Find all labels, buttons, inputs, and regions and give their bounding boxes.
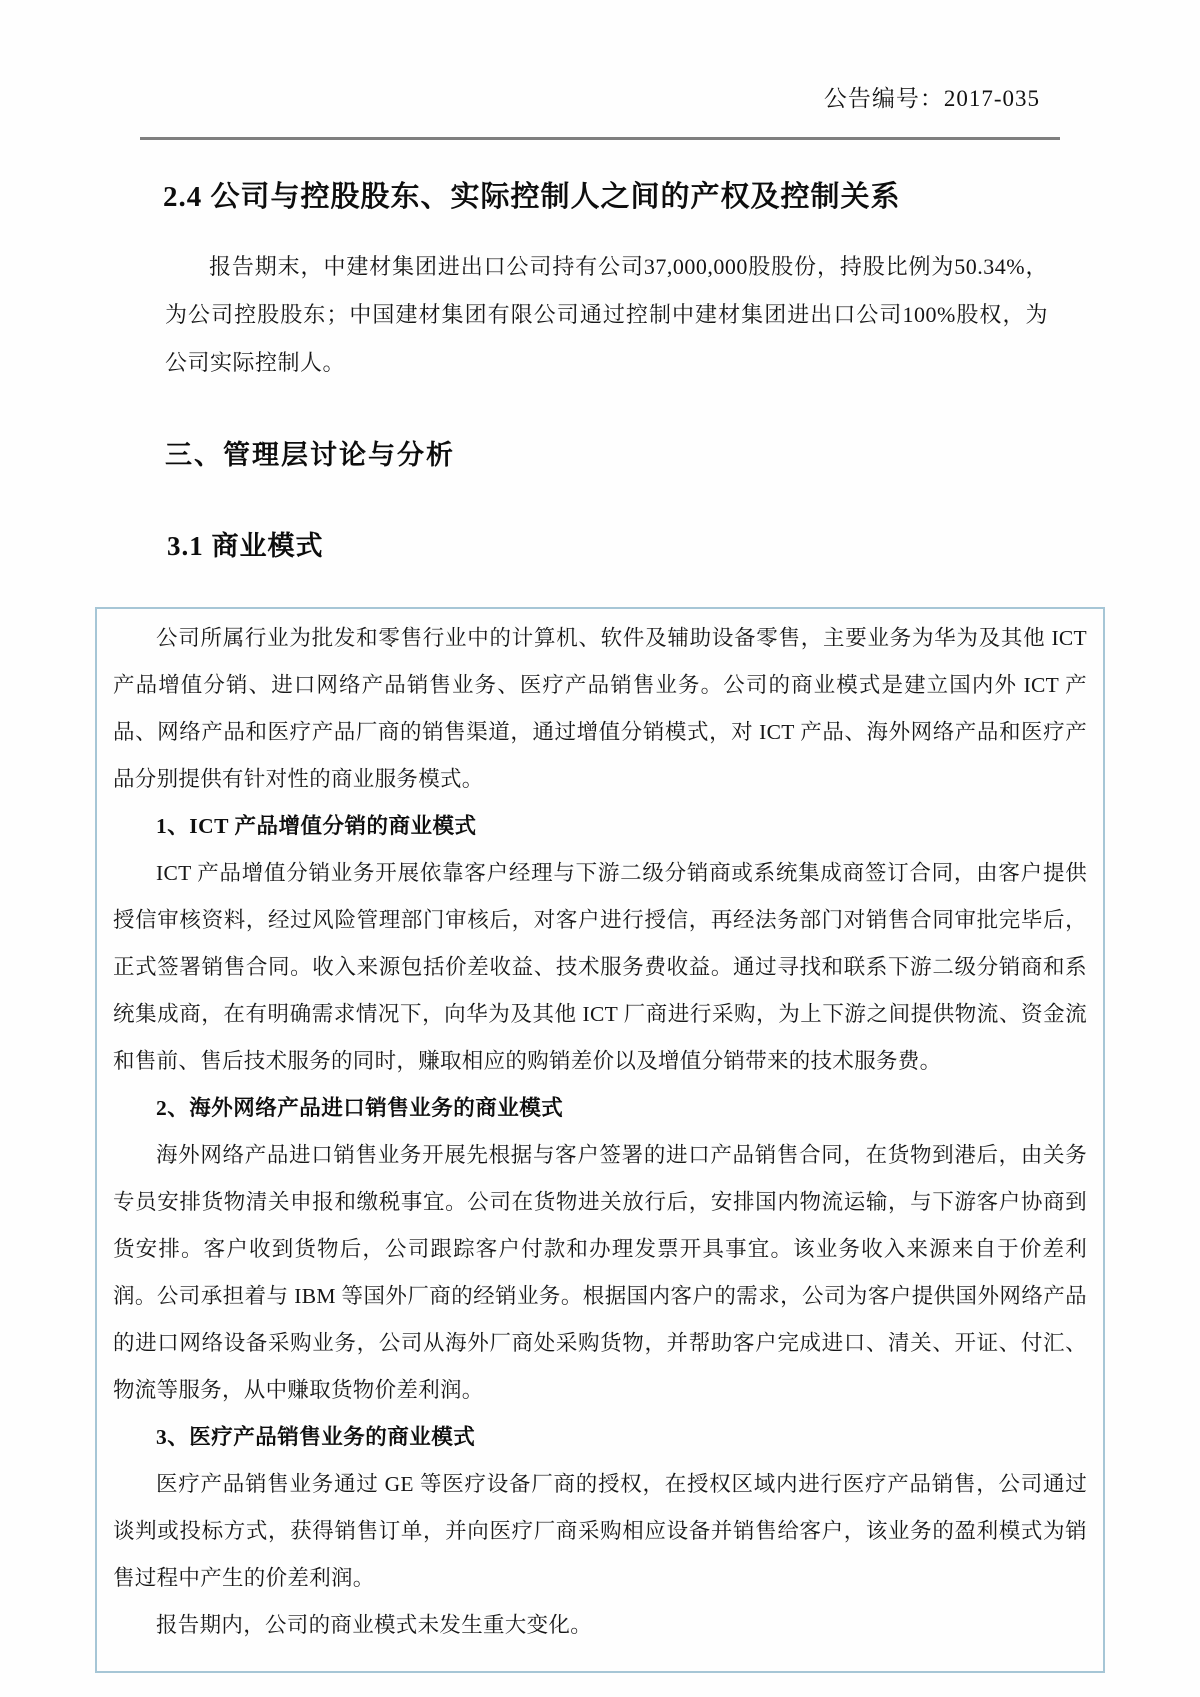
announcement-number: 公告编号：2017-035 [823, 86, 1040, 111]
business-model-closing: 报告期内，公司的商业模式未发生重大变化。 [156, 1613, 593, 1637]
business-model-intro: 公司所属行业为批发和零售行业中的计算机、软件及辅助设备零售，主要业务为华为及其他 ICT 产品增值分销、进口网络产品销售业务、医疗产品销售业务。公司的商业模式是建立国内外 ICT 产品、网络产品和医疗产品厂商的销售渠道，通过增值分销模式，对 ICT 产品、海外网络产品和医疗产品分别提供有针对性的商业服务模式。 [113, 626, 1087, 791]
section-3-title: 三、管理层讨论与分析 [165, 440, 455, 470]
business-model-box [95, 607, 1105, 1673]
business-model-item2-title: 2、海外网络产品进口销售业务的商业模式 [156, 1096, 564, 1120]
business-model-item3-title: 3、医疗产品销售业务的商业模式 [156, 1425, 476, 1449]
business-model-item3-body: 医疗产品销售业务通过 GE 等医疗设备厂商的授权，在授权区域内进行医疗产品销售，公司通过谈判或投标方式，获得销售订单，并向医疗厂商采购相应设备并销售给客户，该业务的盈利模式为销售过程中产生的价差利润。 [113, 1472, 1087, 1590]
section-2-4-paragraph: 报告期末，中建材集团进出口公司持有公司37,000,000股股份，持股比例为50.34%，为公司控股股东；中国建材集团有限公司通过控制中建材集团进出口公司100%股权，为公司实际控制人。 [165, 254, 1048, 375]
section-3-1-title: 3.1 商业模式 [167, 531, 324, 561]
business-model-item2-body: 海外网络产品进口销售业务开展先根据与客户签署的进口产品销售合同，在货物到港后，由关务专员安排货物清关申报和缴税事宜。公司在货物进关放行后，安排国内物流运输，与下游客户协商到货安排。客户收到货物后，公司跟踪客户付款和办理发票开具事宜。该业务收入来源来自于价差利润。公司承担着与 IBM 等国外厂商的经销业务。根据国内客户的需求，公司为客户提供国外网络产品的进口网络设备采购业务，公司从海外厂商处采购货物，并帮助客户完成进口、清关、开证、付汇、物流等服务，从中赚取货物价差利润。 [113, 1143, 1087, 1402]
header-divider [140, 137, 1060, 140]
business-model-item1-title: 1、ICT 产品增值分销的商业模式 [156, 814, 477, 838]
section-2-4-title: 2.4 公司与控股股东、实际控制人之间的产权及控制关系 [163, 181, 901, 213]
business-model-item1-body: ICT 产品增值分销业务开展依靠客户经理与下游二级分销商或系统集成商签订合同，由客户提供授信审核资料，经过风险管理部门审核后，对客户进行授信，再经法务部门对销售合同审批完毕后，正式签署销售合同。收入来源包括价差收益、技术服务费收益。通过寻找和联系下游二级分销商和系统集成商，在有明确需求情况下，向华为及其他 ICT 厂商进行采购，为上下游之间提供物流、资金流和售前、售后技术服务的同时，赚取相应的购销差价以及增值分销带来的技术服务费。 [113, 861, 1087, 1073]
